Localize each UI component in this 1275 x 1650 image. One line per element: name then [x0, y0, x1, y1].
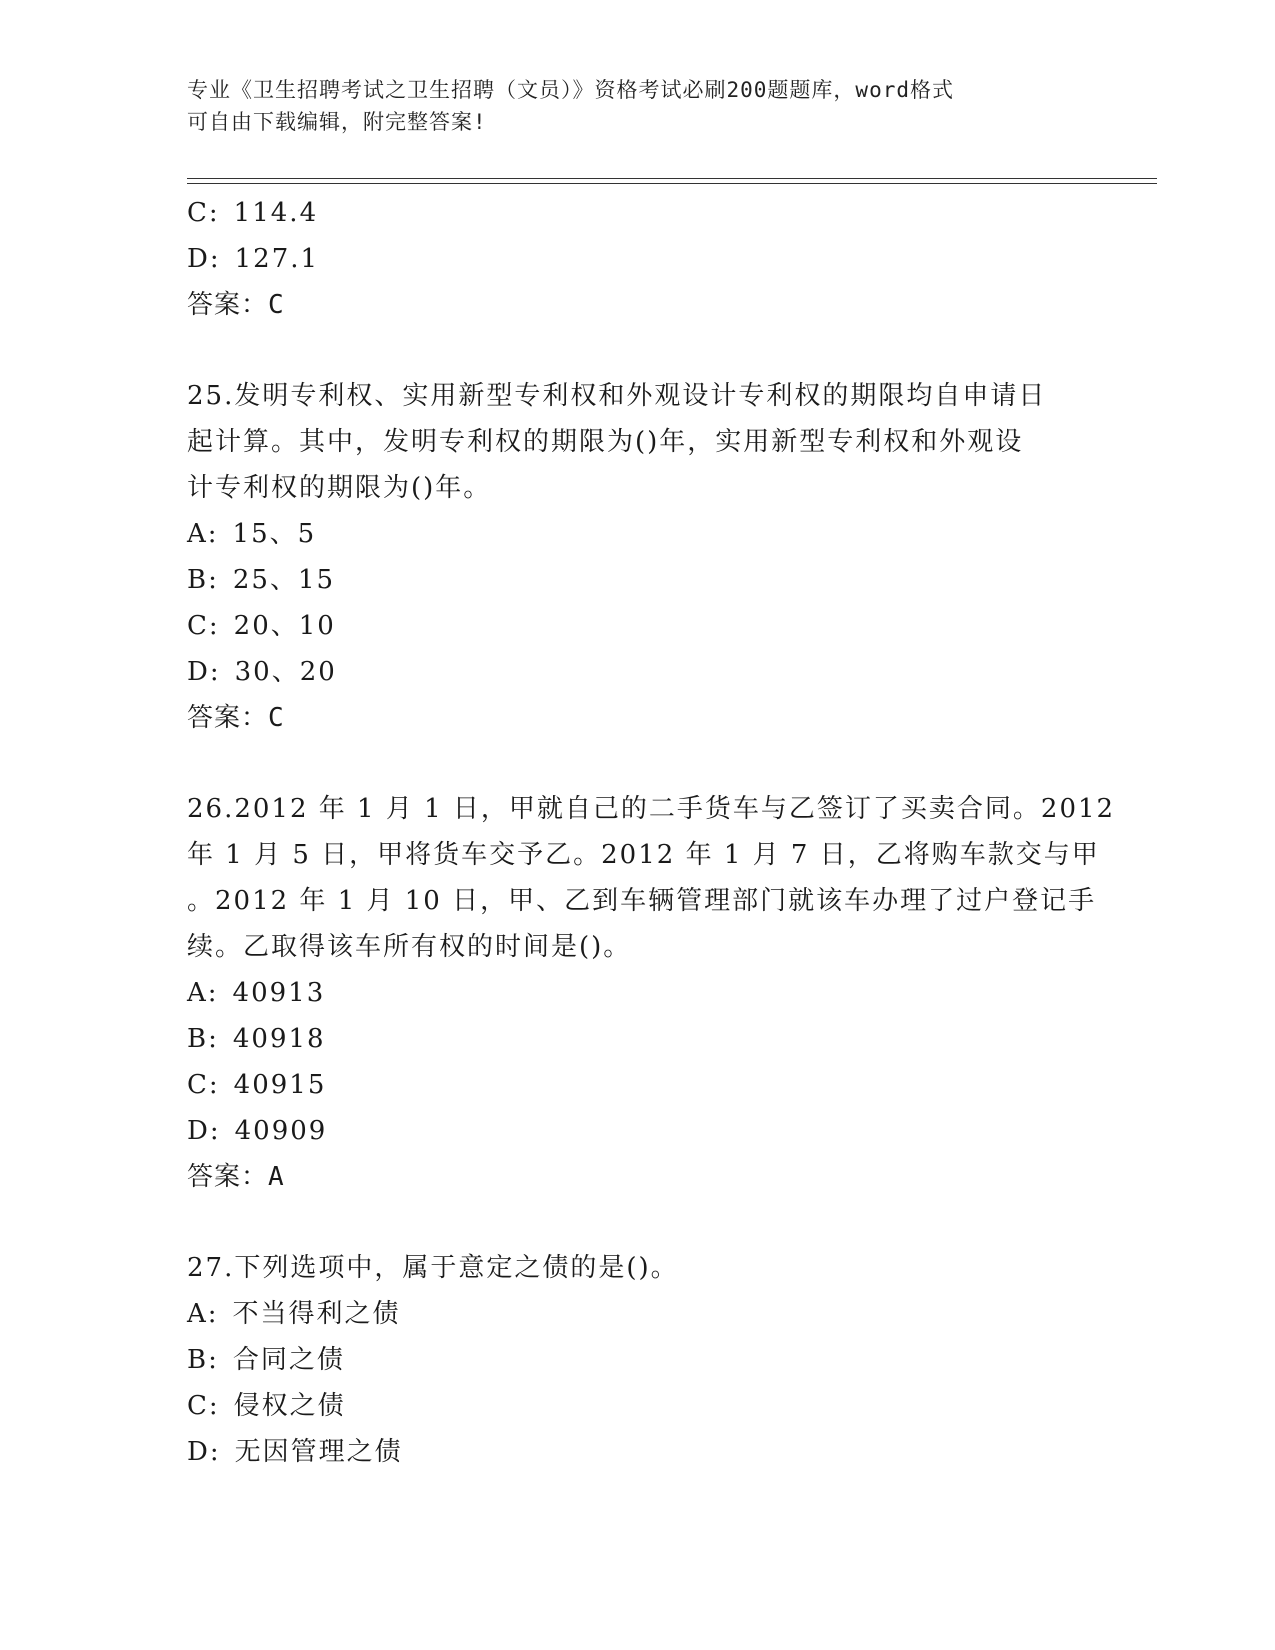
question-text-line: 年 1 月 5 日，甲将货车交予乙。2012 年 1 月 7 日，乙将购车款交与甲 — [187, 840, 1100, 870]
option-text: 114.4 — [233, 198, 319, 228]
option-separator: : — [208, 1391, 220, 1421]
question-text-line: 起计算。其中，发明专利权的期限为()年，实用新型专利权和外观设 — [187, 427, 1024, 457]
option-separator: : — [207, 519, 219, 549]
answer-option — [187, 236, 1087, 282]
question-text-line: 25.发明专利权、实用新型专利权和外观设计专利权的期限均自申请日 — [187, 381, 1047, 411]
option-separator: : — [207, 1299, 219, 1329]
option-key: B — [187, 1024, 209, 1054]
answer-option — [187, 1108, 1087, 1154]
option-separator: : — [208, 1024, 219, 1054]
option-key: C — [187, 611, 209, 641]
answer-option — [187, 1016, 1087, 1062]
answer-option — [187, 1291, 1087, 1337]
question-list — [187, 190, 1116, 1475]
option-separator: : — [209, 1116, 221, 1146]
answer-option — [187, 1429, 1087, 1475]
option-separator: : — [209, 1437, 221, 1467]
option-text: 30、20 — [234, 657, 337, 687]
answer-option — [187, 557, 1087, 603]
option-text: 侵权之债 — [233, 1391, 346, 1421]
header-divider-top — [187, 178, 1157, 179]
question-text-line: 计专利权的期限为()年。 — [187, 473, 492, 503]
question-text-line: 。2012 年 1 月 10 日，甲、乙到车辆管理部门就该车办理了过户登记手 — [187, 886, 1097, 916]
answer-line: 答案：C — [187, 703, 285, 733]
option-key: C — [187, 198, 209, 228]
question-block — [187, 1245, 1087, 1475]
answer-line: 答案：C — [187, 290, 285, 320]
question-block — [187, 786, 1116, 1245]
option-separator: : — [208, 1345, 219, 1375]
option-text: 40913 — [232, 978, 326, 1008]
answer-option — [187, 603, 1087, 649]
option-text: 25、15 — [232, 565, 336, 595]
option-text: 无因管理之债 — [234, 1437, 403, 1467]
answer-line: 答案：A — [187, 1162, 285, 1192]
document-header — [187, 74, 1087, 138]
option-separator: : — [208, 611, 220, 641]
option-key: C — [187, 1391, 209, 1421]
header-title-line-2: 可自由下载编辑，附完整答案! — [187, 110, 487, 134]
option-text: 20、10 — [233, 611, 336, 641]
option-separator: : — [208, 1070, 220, 1100]
option-key: D — [187, 1437, 210, 1467]
option-text: 合同之债 — [232, 1345, 345, 1375]
answer-option — [187, 1383, 1087, 1429]
answer-option — [187, 511, 1087, 557]
option-key: D — [187, 657, 210, 687]
option-key: B — [187, 565, 209, 595]
option-text: 40909 — [234, 1116, 328, 1146]
question-text-line: 26.2012 年 1 月 1 日，甲就自己的二手货车与乙签订了买卖合同。2012 — [187, 794, 1116, 824]
block-spacer — [187, 1200, 1087, 1245]
answer-option — [187, 1337, 1087, 1383]
option-key: D — [187, 244, 210, 274]
option-text: 不当得利之债 — [232, 1299, 401, 1329]
block-spacer — [187, 741, 1087, 786]
option-text: 40915 — [233, 1070, 327, 1100]
header-title-line-1: 专业《卫生招聘考试之卫生招聘（文员）》资格考试必刷200题题库，word格式 — [187, 78, 954, 102]
option-text: 40918 — [232, 1024, 326, 1054]
question-text-line: 续。乙取得该车所有权的时间是()。 — [187, 932, 632, 962]
option-text: 15、5 — [232, 519, 317, 549]
option-separator: : — [209, 244, 221, 274]
answer-option — [187, 1062, 1087, 1108]
option-separator: : — [208, 198, 220, 228]
option-text: 127.1 — [234, 244, 320, 274]
answer-option — [187, 970, 1087, 1016]
option-key: C — [187, 1070, 209, 1100]
option-key: A — [187, 519, 208, 549]
block-spacer — [187, 328, 1087, 373]
option-separator: : — [208, 565, 219, 595]
answer-option — [187, 190, 1087, 236]
option-key: A — [187, 1299, 208, 1329]
option-key: A — [187, 978, 208, 1008]
option-key: D — [187, 1116, 210, 1146]
option-separator: : — [207, 978, 219, 1008]
question-block — [187, 190, 1087, 373]
question-text-line: 27.下列选项中，属于意定之债的是()。 — [187, 1253, 679, 1283]
option-separator: : — [209, 657, 221, 687]
question-block — [187, 373, 1087, 786]
option-key: B — [187, 1345, 209, 1375]
answer-option — [187, 649, 1087, 695]
header-divider-bottom — [187, 183, 1157, 184]
